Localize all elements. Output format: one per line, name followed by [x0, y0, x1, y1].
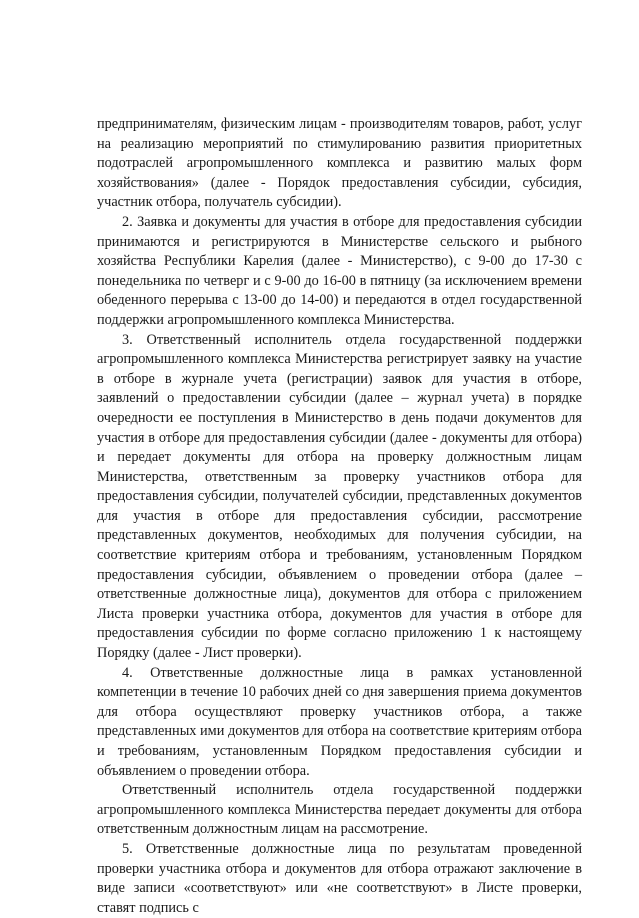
paragraph-5: 5. Ответственные должностные лица по результатам проведенной проверки участника отбора и документов для отбора отражают заключение в виде записи «соответствуют» или «не соответствуют» в Листе проверки, ставят подпись с [97, 840, 582, 916]
paragraph-2: 2. Заявка и документы для участия в отборе для предоставления субсидии принимаются и регистрируются в Министерстве сельского и рыбного хозяйства Республики Карелия (далее - Министерство), с 9-00 до 17-30 с понедельника по четверг и с 9-00 до 16-00 в пятницу (за исключением времени обеденного перерыва с 13-00 до 14-00) и передаются в отдел государственной поддержки агропромышленного комплекса Министерства. [97, 213, 582, 328]
document-body [97, 115, 582, 918]
paragraph-1-continuation: предпринимателям, физическим лицам - производителям товаров, работ, услуг на реализацию мероприятий по стимулированию развития приоритетных подотраслей агропромышленного комплекса и развитию малых форм хозяйствования» (далее - Порядок предоставления субсидии, субсидия, участник отбора, получатель субсидии). [97, 116, 582, 211]
paragraph-4-second: Ответственный исполнитель отдела государственной поддержки агропромышленного комплекса Министерства передает документы для отбора ответственным должностным лицам на рассмотрение. [97, 782, 582, 838]
paragraph-4: 4. Ответственные должностные лица в рамках установленной компетенции в течение 10 рабочих дней со дня завершения приема документов для отбора осуществляют проверку участников отбора, а также представленных ими документов для отбора на соответствие критериям отбора и требованиям, установленным Порядком предоставления субсидии и объявлением о проведении отбора. [97, 664, 582, 779]
paragraph-3: 3. Ответственный исполнитель отдела государственной поддержки агропромышленного комплекса Министерства регистрирует заявку на участие в отборе в журнале учета (регистрации) заявок для участия в отборе, заявлений о предоставлении субсидии (далее – журнал учета) в порядке очередности ее поступления в Министерство в день подачи документов для участия в отборе для предоставления субсидии (далее - документы для отбора) и передает документы для отбора на проверку должностным лицам Министерства, ответственным за проверку участников отбора для предоставления субсидии, получателей субсидии, представленных документов для участия в отборе для предоставления субсидии, рассмотрение представленных документов, необходимых для получения субсидии, на соответствие критериям отбора и требованиям, установленным Порядком предоставления субсидии, объявлением о проведении отбора (далее – ответственные должностные лица), документов для отбора с приложением Листа проверки участника отбора, документов для участия в отборе для предоставления субсидии по форме согласно приложению 1 к настоящему Порядку (далее - Лист проверки). [97, 331, 582, 662]
